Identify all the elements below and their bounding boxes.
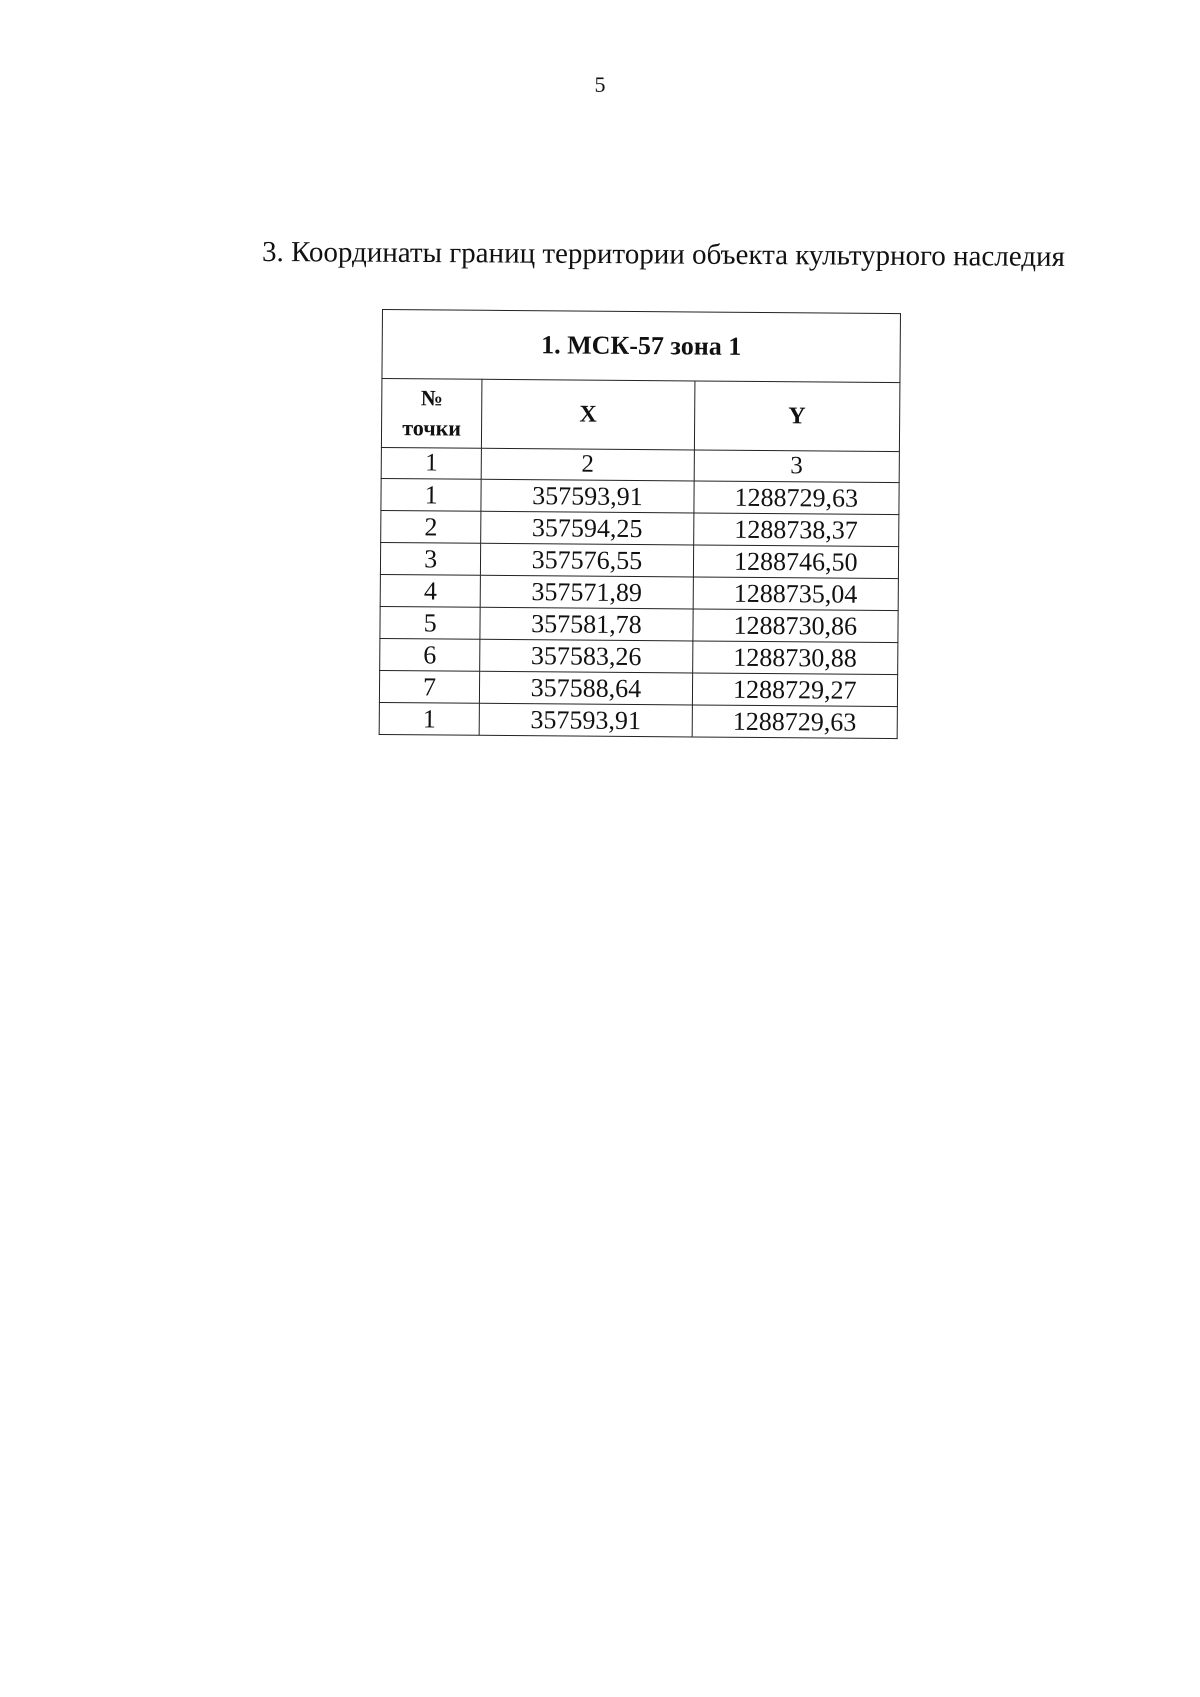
table-row [379,670,897,706]
table-caption: 1. МСК-57 зона 1 [382,310,901,383]
y-cell: 1288746,50 [693,545,899,579]
y-cell: 1288730,86 [692,609,898,643]
y-cell: 1288729,27 [692,673,898,707]
x-cell: 357593,91 [479,703,692,737]
table-row [380,638,898,674]
section-heading: 3. Координаты границ территории объекта культурного наследия [261,236,1065,273]
point-number-cell: 3 [380,542,480,575]
x-cell: 357593,91 [481,479,694,513]
point-number-cell: 7 [379,670,479,703]
point-number-cell: 5 [380,606,480,639]
table-row [381,478,899,514]
y-cell: 1288729,63 [692,705,898,739]
point-number-cell: 6 [380,638,480,671]
point-number-cell: 2 [381,510,481,543]
x-cell: 357581,78 [480,607,693,641]
point-number-cell: 1 [379,702,479,735]
point-number-header-word: точки [402,415,462,441]
x-header: X [482,379,695,450]
column-index: 1 [381,447,481,479]
x-cell: 357583,26 [480,639,693,673]
x-cell: 357576,55 [481,543,694,577]
y-cell: 1288735,04 [693,577,899,611]
coordinates-table [379,309,901,739]
point-number-header [381,379,482,449]
table-row [380,542,898,578]
point-number-cell: 1 [381,478,481,511]
table-row [381,510,899,546]
table-caption-row [382,310,901,383]
point-number-cell: 4 [380,574,480,607]
point-number-header-symbol: № [420,385,444,411]
y-cell: 1288729,63 [693,481,899,515]
column-index: 2 [481,448,694,481]
table-row [380,606,898,642]
x-cell: 357571,89 [480,575,693,609]
y-cell: 1288738,37 [693,513,899,547]
column-index-row [381,447,899,482]
x-cell: 357588,64 [480,671,693,705]
table-row [380,574,898,610]
y-cell: 1288730,88 [692,641,898,675]
table-header-row [381,379,900,452]
table-row [379,702,897,738]
x-cell: 357594,25 [481,511,694,545]
page-number: 5 [594,72,606,97]
column-index: 3 [694,450,900,483]
y-header: Y [694,381,900,452]
